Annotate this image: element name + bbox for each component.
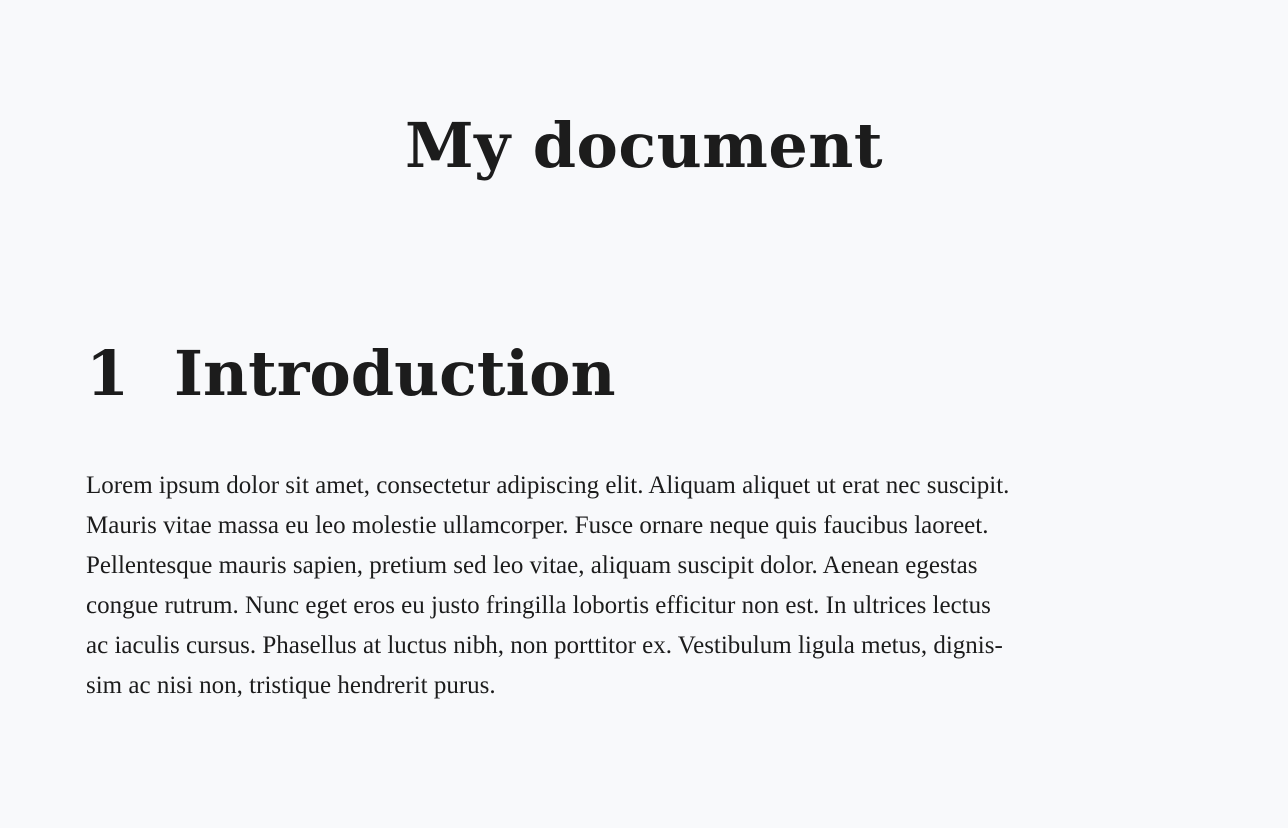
- paragraph-line: Pellentesque mauris sapien, pretium sed leo vitae, aliquam suscipit dolor. Aenean egestas: [86, 552, 978, 579]
- document-title: My document: [404, 109, 884, 182]
- paragraph-line: sim ac nisi non, tristique hendrerit purus.: [86, 672, 496, 699]
- paragraph-line: congue rutrum. Nunc eget eros eu justo fringilla lobortis efficitur non est. In ultrices lectus: [86, 592, 991, 619]
- paragraph-line: Lorem ipsum dolor sit amet, consectetur adipiscing elit. Aliquam aliquet ut erat nec suscipit.: [86, 472, 1010, 499]
- section-title: Introduction: [174, 337, 616, 410]
- body-paragraph: [86, 466, 1009, 706]
- section-heading: [86, 334, 616, 414]
- paragraph-line: ac iaculis cursus. Phasellus at luctus nibh, non porttitor ex. Vestibulum ligula metus, dignis-: [86, 632, 1003, 659]
- paragraph-line: Mauris vitae massa eu leo molestie ullamcorper. Fusce ornare neque quis faucibus laoreet.: [86, 512, 989, 539]
- section-number: 1: [86, 337, 130, 410]
